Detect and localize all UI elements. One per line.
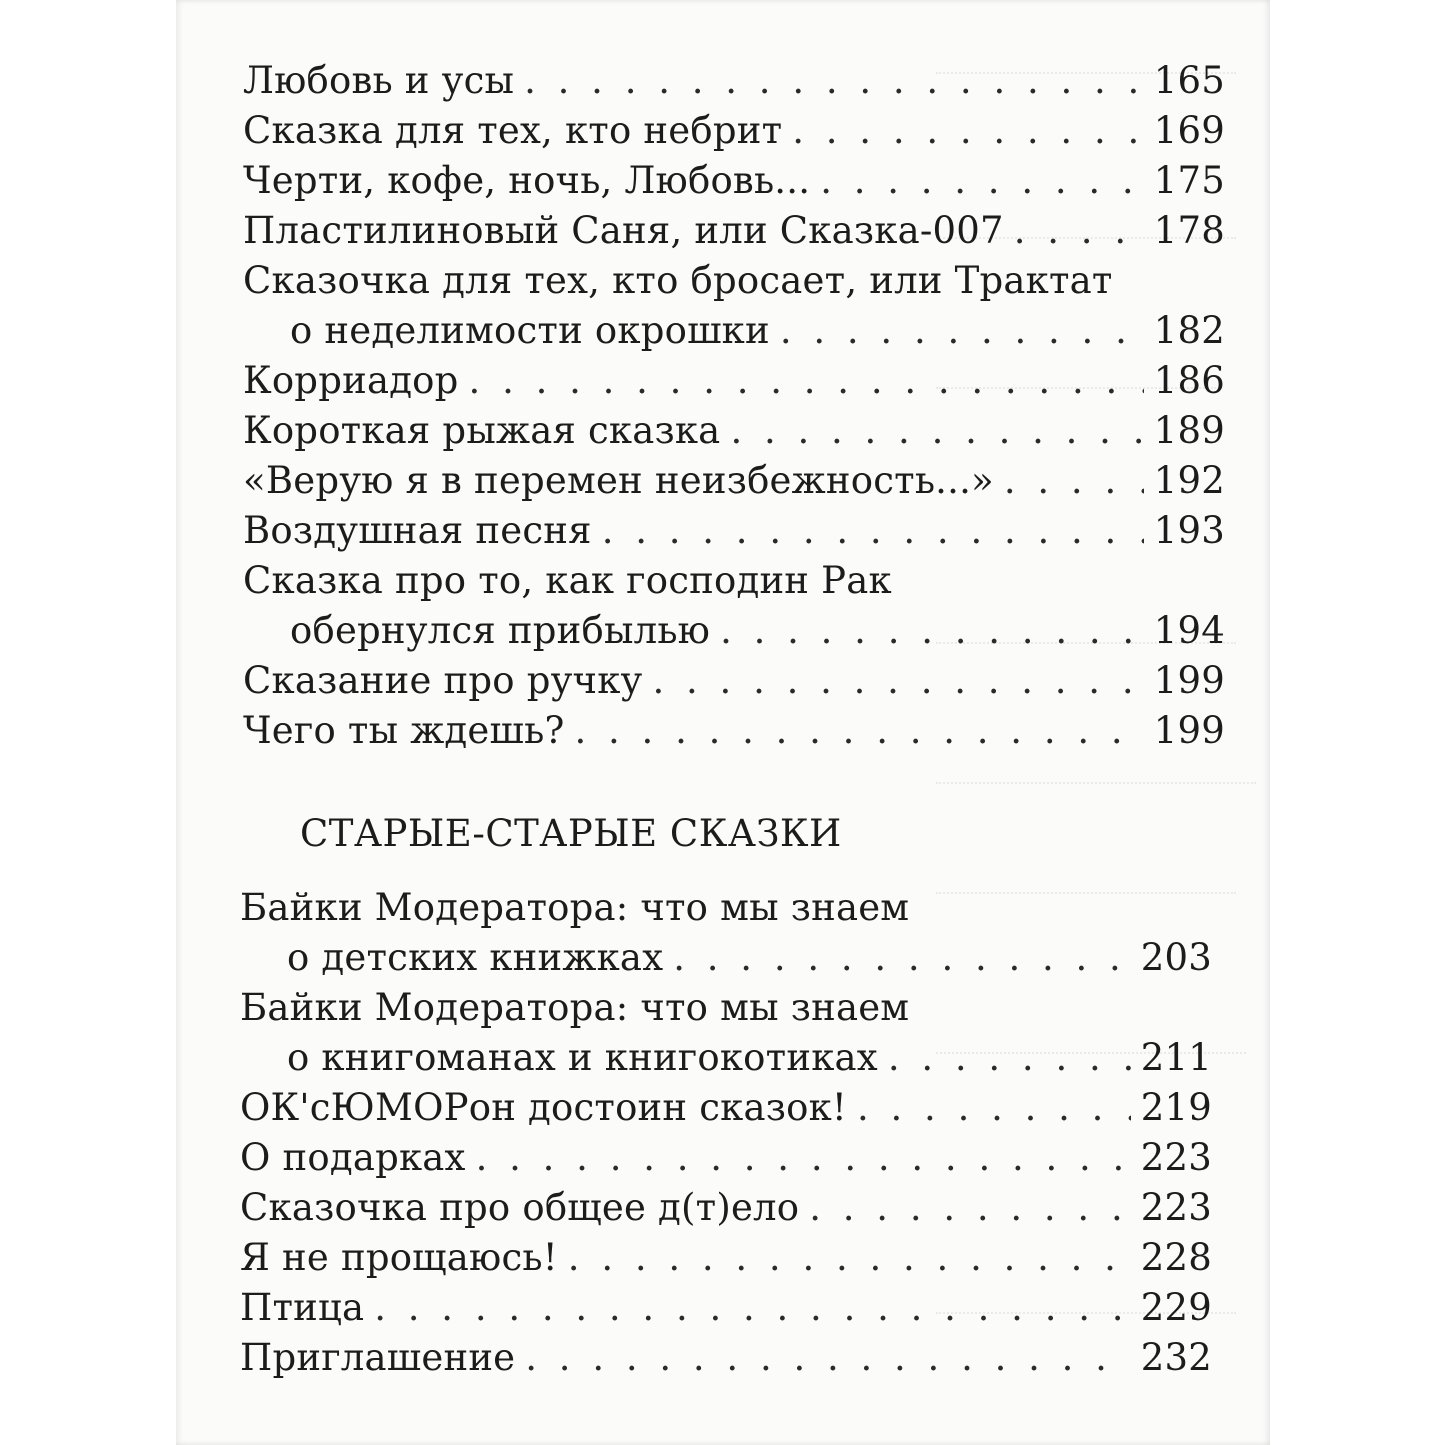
toc-entry bbox=[243, 358, 1225, 404]
entry-title-line1: Байки Модератора: что мы знаем bbox=[240, 886, 910, 929]
dot-leader bbox=[720, 608, 1144, 654]
entry-title-line2: обернулся прибылью bbox=[290, 609, 711, 652]
dot-leader bbox=[575, 708, 1144, 754]
toc-entry bbox=[240, 1235, 1212, 1281]
dot-leader bbox=[525, 1335, 1130, 1381]
entry-page-number: 178 bbox=[1153, 209, 1225, 252]
dot-leader bbox=[820, 158, 1144, 204]
toc-entry bbox=[287, 935, 1212, 981]
entry-page-number: 229 bbox=[1140, 1286, 1212, 1329]
dot-leader bbox=[374, 1285, 1131, 1331]
entry-page-number: 192 bbox=[1153, 459, 1225, 502]
section-heading: СТАРЫЕ-СТАРЫЕ СКАЗКИ bbox=[300, 812, 842, 855]
entry-title: О подарках bbox=[240, 1136, 466, 1179]
entry-page-number: 199 bbox=[1153, 709, 1225, 752]
entry-title-line1: Байки Модератора: что мы знаем bbox=[240, 986, 910, 1029]
dot-leader bbox=[476, 1135, 1131, 1181]
toc-entry bbox=[243, 658, 1225, 704]
entry-page-number: 211 bbox=[1140, 1036, 1212, 1079]
entry-page-number: 165 bbox=[1153, 59, 1225, 102]
entry-title: Черти, кофе, ночь, Любовь... bbox=[243, 159, 811, 202]
entry-page-number: 175 bbox=[1153, 159, 1225, 202]
dot-leader bbox=[1014, 208, 1144, 254]
entry-title-line2: о неделимости окрошки bbox=[290, 309, 770, 352]
entry-page-number: 199 bbox=[1153, 659, 1225, 702]
toc-entry bbox=[243, 58, 1225, 104]
entry-title-line2: о детских книжках bbox=[287, 936, 664, 979]
entry-title-line2: о книгоманах и книгокотиках bbox=[287, 1036, 878, 1079]
entry-title: Приглашение bbox=[240, 1336, 516, 1379]
entry-title: ОК'сЮМОРон достоин сказок! bbox=[240, 1086, 847, 1129]
entry-title: Воздушная песня bbox=[243, 509, 592, 552]
toc-entry bbox=[290, 608, 1225, 654]
toc-entry bbox=[240, 1335, 1212, 1381]
entry-title: Чего ты ждешь? bbox=[243, 709, 565, 752]
dot-leader bbox=[524, 58, 1144, 104]
entry-title: «Верую я в перемен неизбежность...» bbox=[243, 459, 994, 502]
dot-leader bbox=[602, 508, 1144, 554]
dot-leader bbox=[469, 358, 1144, 404]
entry-title: Корриадор bbox=[243, 359, 459, 402]
toc-entry bbox=[243, 408, 1225, 454]
entry-title: Я не прощаюсь! bbox=[240, 1236, 558, 1279]
toc-entry bbox=[290, 308, 1225, 354]
entry-page-number: 193 bbox=[1153, 509, 1225, 552]
entry-page-number: 223 bbox=[1140, 1136, 1212, 1179]
dot-leader bbox=[568, 1235, 1131, 1281]
entry-page-number: 194 bbox=[1153, 609, 1225, 652]
dot-leader bbox=[857, 1085, 1131, 1131]
dot-leader bbox=[1004, 458, 1144, 504]
toc-entry bbox=[240, 1285, 1212, 1331]
dot-leader bbox=[809, 1185, 1131, 1231]
entry-title: Сказка для тех, кто небрит bbox=[243, 109, 783, 152]
dot-leader bbox=[673, 935, 1131, 981]
entry-title: Птица bbox=[240, 1286, 365, 1329]
entry-page-number: 189 bbox=[1153, 409, 1225, 452]
entry-title: Сказочка про общее д(т)ело bbox=[240, 1186, 800, 1229]
dot-leader bbox=[792, 108, 1144, 154]
entry-page-number: 223 bbox=[1140, 1186, 1212, 1229]
entry-title: Любовь и усы bbox=[243, 59, 515, 102]
entry-title-line1: Сказочка для тех, кто бросает, или Трактат bbox=[243, 259, 1113, 302]
entry-title: Короткая рыжая сказка bbox=[243, 409, 721, 452]
dot-leader bbox=[780, 308, 1144, 354]
toc-entry bbox=[243, 108, 1225, 154]
dot-leader bbox=[888, 1035, 1131, 1081]
dot-leader bbox=[653, 658, 1144, 704]
toc-entry bbox=[240, 1085, 1212, 1131]
entry-page-number: 219 bbox=[1140, 1086, 1212, 1129]
toc-entry bbox=[240, 1185, 1212, 1231]
toc-entry bbox=[243, 458, 1225, 504]
toc-entry bbox=[240, 1135, 1212, 1181]
entry-page-number: 182 bbox=[1153, 309, 1225, 352]
toc-entry bbox=[287, 1035, 1212, 1081]
toc-entry bbox=[243, 708, 1225, 754]
entry-title-line1: Сказка про то, как господин Рак bbox=[243, 559, 892, 602]
toc-entry bbox=[243, 158, 1225, 204]
entry-page-number: 169 bbox=[1153, 109, 1225, 152]
entry-page-number: 228 bbox=[1140, 1236, 1212, 1279]
entry-page-number: 232 bbox=[1140, 1336, 1212, 1379]
entry-title: Сказание про ручку bbox=[243, 659, 643, 702]
toc-entry bbox=[243, 508, 1225, 554]
dot-leader bbox=[730, 408, 1143, 454]
toc-entry bbox=[243, 208, 1225, 254]
entry-page-number: 186 bbox=[1153, 359, 1225, 402]
entry-page-number: 203 bbox=[1140, 936, 1212, 979]
entry-title: Пластилиновый Саня, или Сказка-007 bbox=[243, 209, 1004, 252]
